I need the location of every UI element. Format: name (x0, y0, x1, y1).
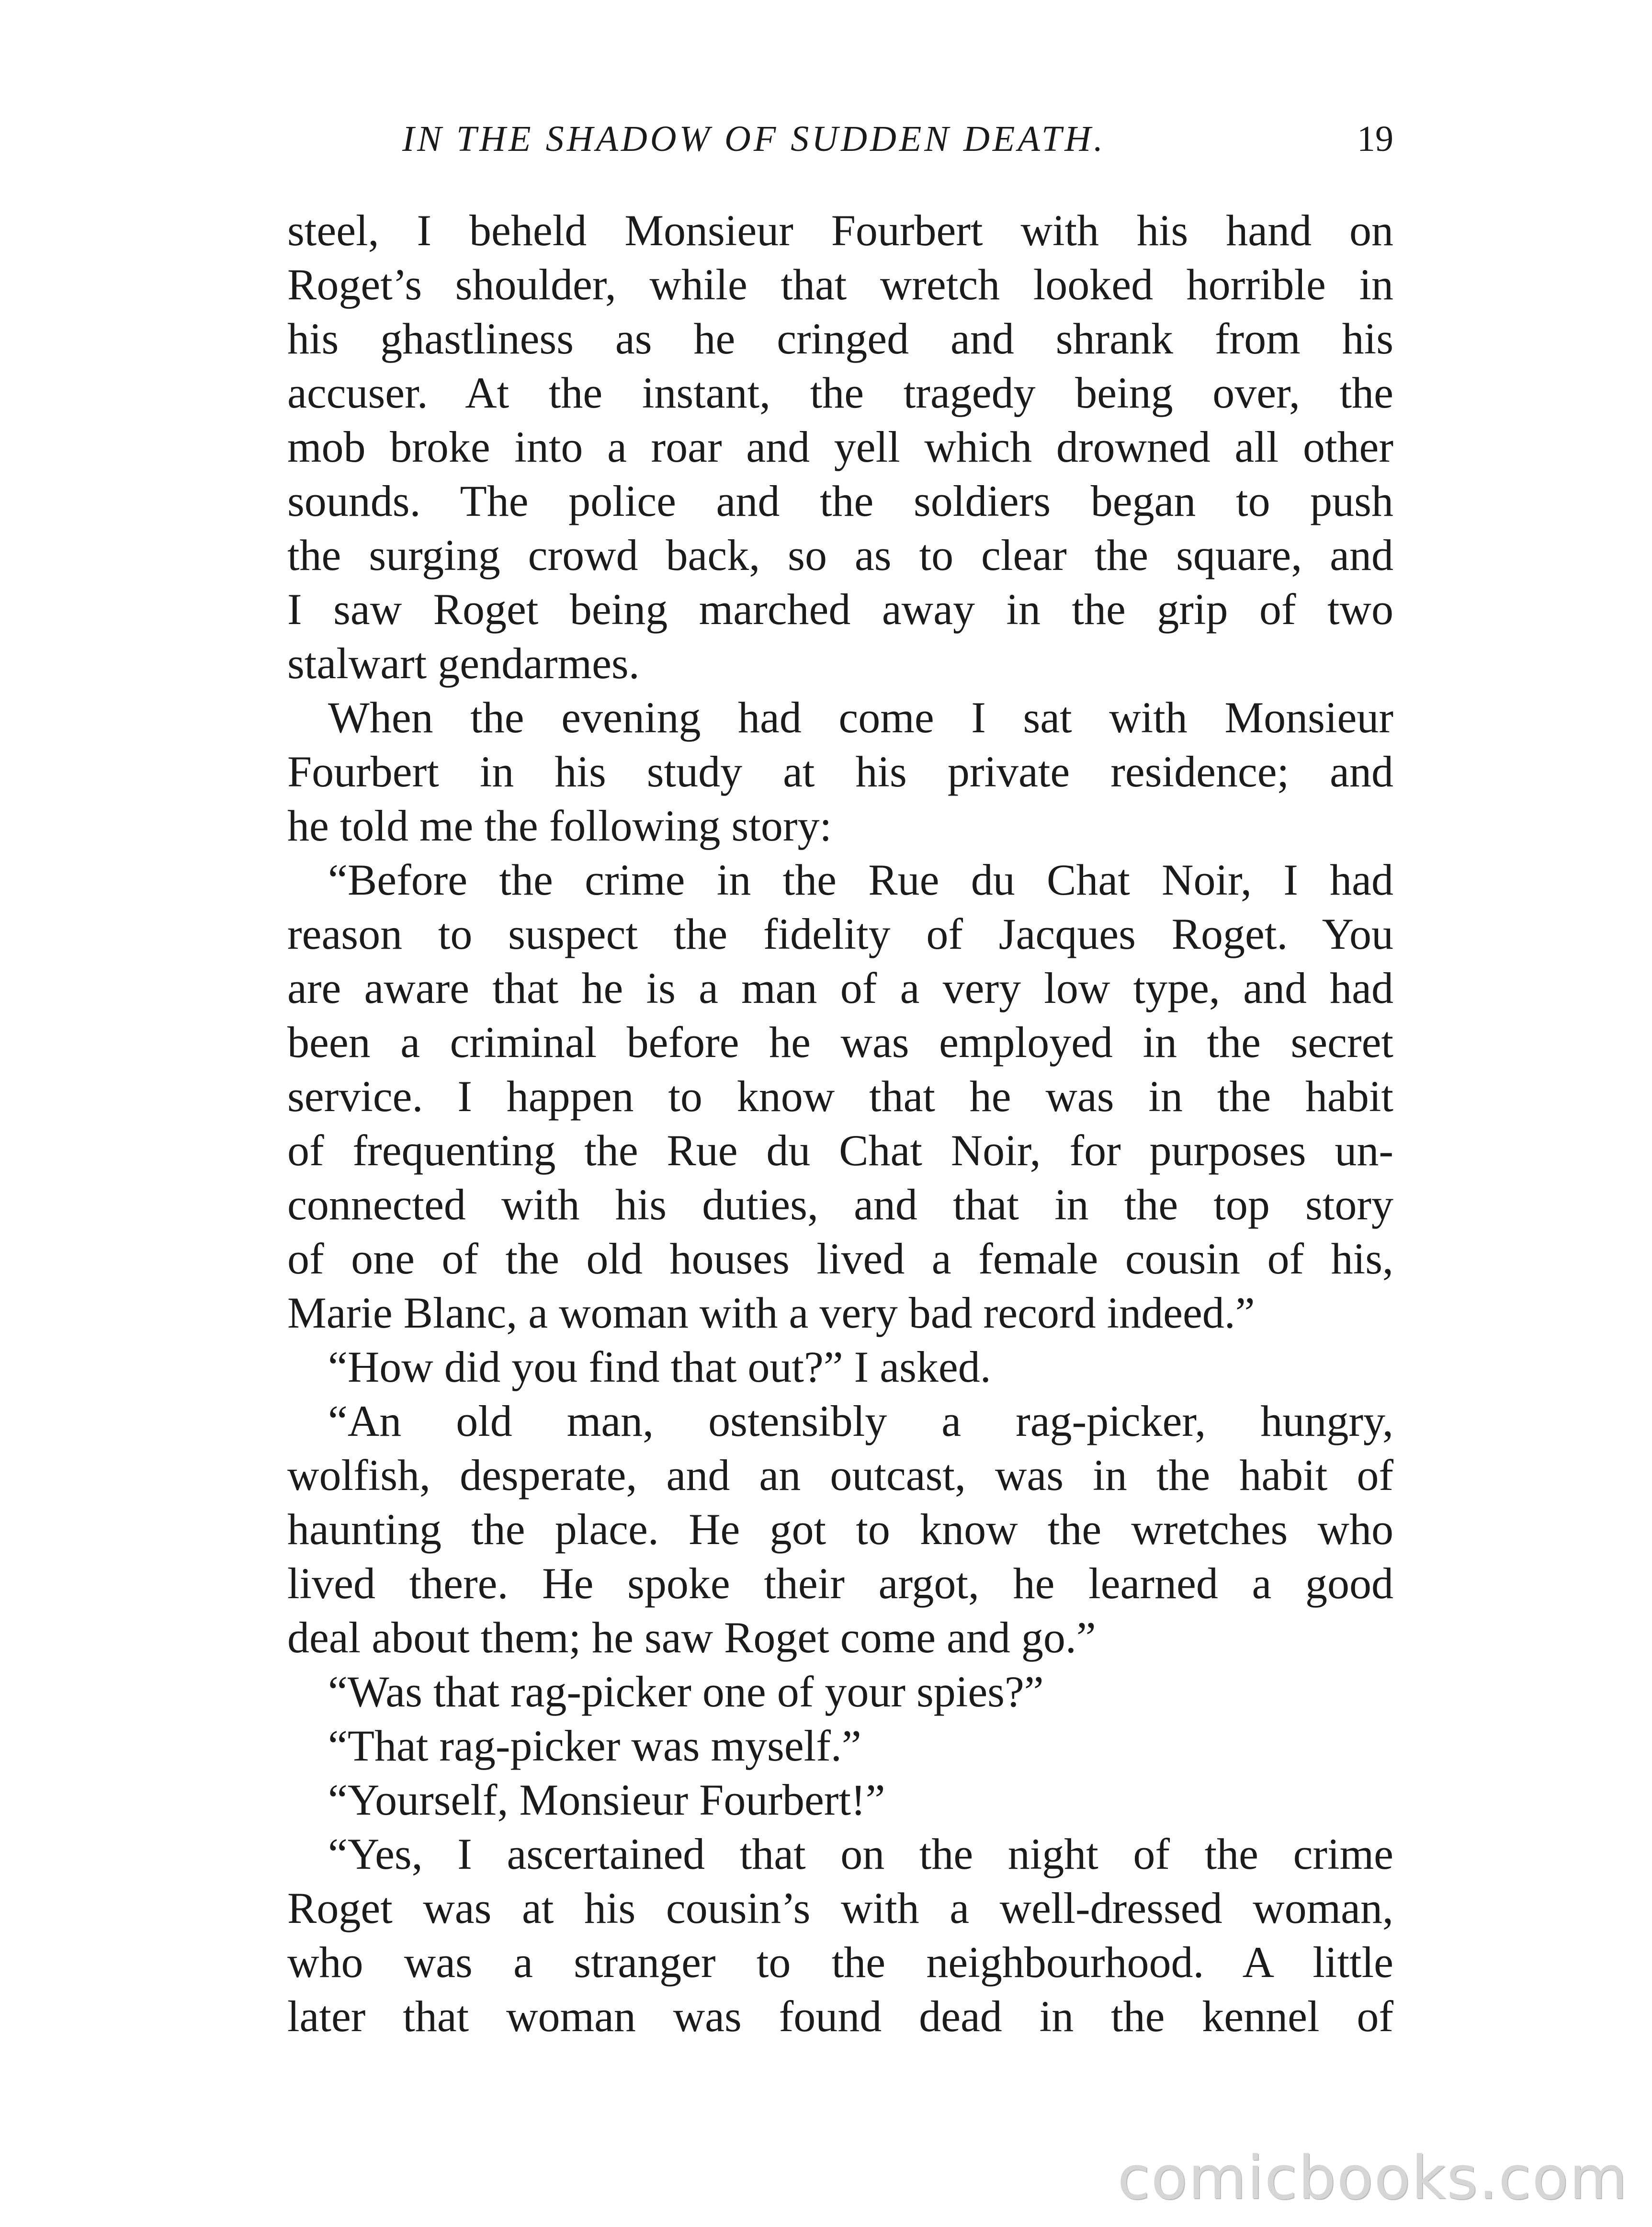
text-line: lived there. He spoke their argot, he learned a good (287, 1559, 1393, 1608)
body-text (287, 204, 1393, 2044)
text-line: Roget’s shoulder, while that wretch looked horrible in (287, 260, 1393, 309)
text-line: accuser. At the instant, the tragedy being over, the (287, 368, 1393, 417)
text-line: stalwart gendarmes. (287, 639, 640, 688)
text-line: of one of the old houses lived a female cousin of his, (287, 1234, 1393, 1283)
text-line: connected with his duties, and that in the top story (287, 1180, 1393, 1229)
text-line: wolfish, desperate, and an outcast, was in the habit of (287, 1451, 1393, 1500)
watermark-logo: comicbooks.com (1117, 2144, 1628, 2213)
text-line: steel, I beheld Monsieur Fourbert with his hand on (287, 206, 1393, 255)
text-line: Marie Blanc, a woman with a very bad record indeed.” (287, 1288, 1255, 1337)
text-line: of frequenting the Rue du Chat Noir, for purposes un- (287, 1126, 1393, 1175)
text-line: he told me the following story: (287, 801, 832, 850)
text-line: “Yes, I ascertained that on the night of the crime (328, 1829, 1393, 1878)
text-line: haunting the place. He got to know the wretches who (287, 1505, 1393, 1554)
text-line: service. I happen to know that he was in the habit (287, 1072, 1393, 1121)
text-line: “An old man, ostensibly a rag-picker, hungry, (328, 1397, 1393, 1445)
text-line: “That rag-picker was myself.” (328, 1721, 861, 1770)
text-line: who was a stranger to the neighbourhood. A little (287, 1938, 1393, 1987)
text-line: Fourbert in his study at his private residence; and (287, 747, 1393, 796)
text-line: been a criminal before he was employed in the secret (287, 1018, 1393, 1067)
text-line: “Before the crime in the Rue du Chat Noir, I had (328, 855, 1393, 904)
text-line: sounds. The police and the soldiers began to push (287, 477, 1393, 525)
running-head (287, 110, 1393, 168)
text-line: deal about them; he saw Roget come and go.” (287, 1613, 1096, 1662)
text-line: “How did you find that out?” I asked. (328, 1342, 991, 1391)
text-line: the surging crowd back, so as to clear the square, and (287, 531, 1393, 579)
text-line: When the evening had come I sat with Monsieur (328, 693, 1393, 742)
text-line: mob broke into a roar and yell which drowned all other (287, 422, 1393, 471)
text-line: are aware that he is a man of a very low type, and had (287, 964, 1393, 1012)
text-line: his ghastliness as he cringed and shrank from his (287, 314, 1393, 363)
text-line: Roget was at his cousin’s with a well-dressed woman, (287, 1884, 1393, 1932)
running-title: IN THE SHADOW OF SUDDEN DEATH. (402, 119, 1106, 159)
text-line: I saw Roget being marched away in the grip of two (287, 585, 1393, 634)
text-line: “Was that rag-picker one of your spies?” (328, 1667, 1044, 1716)
page-number: 19 (1357, 119, 1393, 159)
text-line: reason to suspect the fidelity of Jacques Roget. You (287, 909, 1393, 958)
text-line: “Yourself, Monsieur Fourbert!” (328, 1775, 885, 1824)
text-line: later that woman was found dead in the kennel of (287, 1992, 1393, 2041)
